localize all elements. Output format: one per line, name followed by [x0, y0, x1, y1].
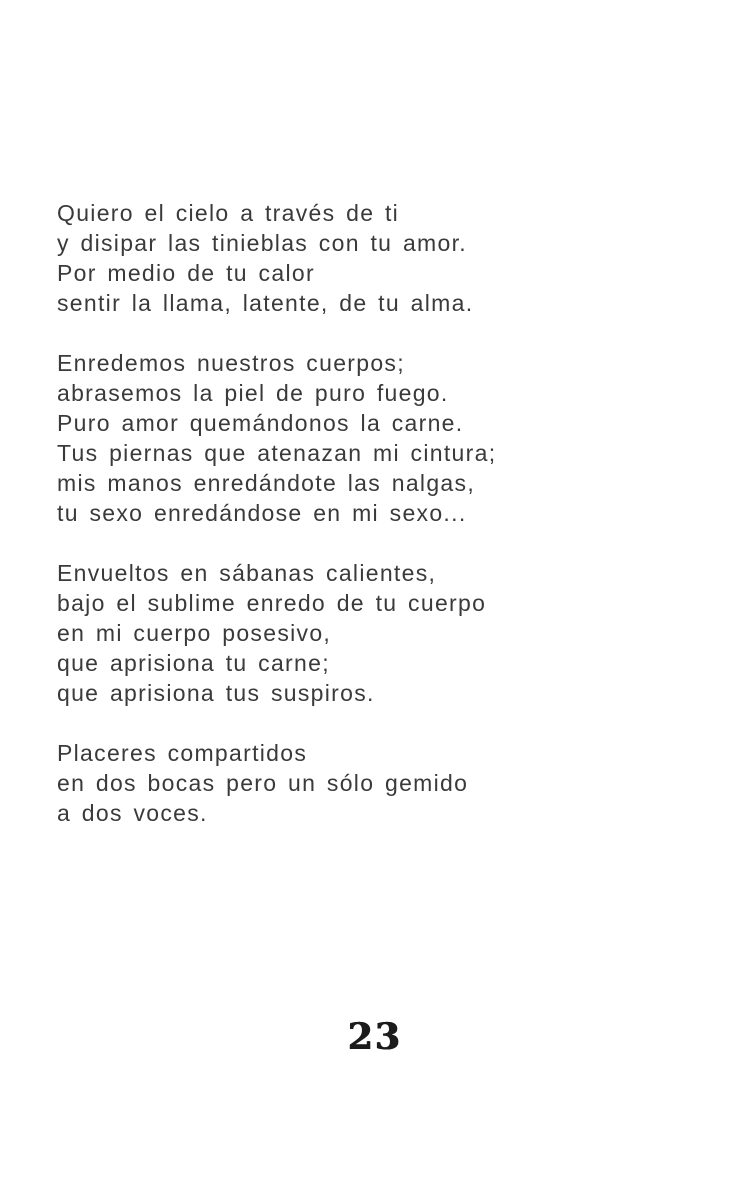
poem-stanza — [57, 348, 496, 528]
poem-line: Por medio de tu calor — [57, 260, 315, 286]
poem-stanza — [57, 558, 496, 708]
poem-line: sentir la llama, latente, de tu alma. — [57, 290, 474, 316]
poem-stanza — [57, 198, 496, 318]
poem-line: mis manos enredándote las nalgas, — [57, 470, 476, 496]
poem-stanza — [57, 738, 496, 828]
poem-line: Puro amor quemándonos la carne. — [57, 410, 464, 436]
poem-line: Enredemos nuestros cuerpos; — [57, 350, 405, 376]
poem-line: Envueltos en sábanas calientes, — [57, 560, 437, 586]
poem-line: bajo el sublime enredo de tu cuerpo — [57, 590, 487, 616]
poem-line: abrasemos la piel de puro fuego. — [57, 380, 449, 406]
poem-line: Quiero el cielo a través de ti — [57, 200, 400, 226]
poem-line: a dos voces. — [57, 800, 208, 826]
poem-line: en mi cuerpo posesivo, — [57, 620, 332, 646]
poem-body — [57, 198, 496, 858]
poem-line: tu sexo enredándose en mi sexo... — [57, 500, 467, 526]
poem-line: en dos bocas pero un sólo gemido — [57, 770, 469, 796]
poem-line: y disipar las tinieblas con tu amor. — [57, 230, 467, 256]
poem-line: Tus piernas que atenazan mi cintura; — [57, 440, 497, 466]
page-number: 23 — [347, 1016, 403, 1058]
poem-line: que aprisiona tus suspiros. — [57, 680, 375, 706]
poem-line: que aprisiona tu carne; — [57, 650, 330, 676]
poem-line: Placeres compartidos — [57, 740, 308, 766]
